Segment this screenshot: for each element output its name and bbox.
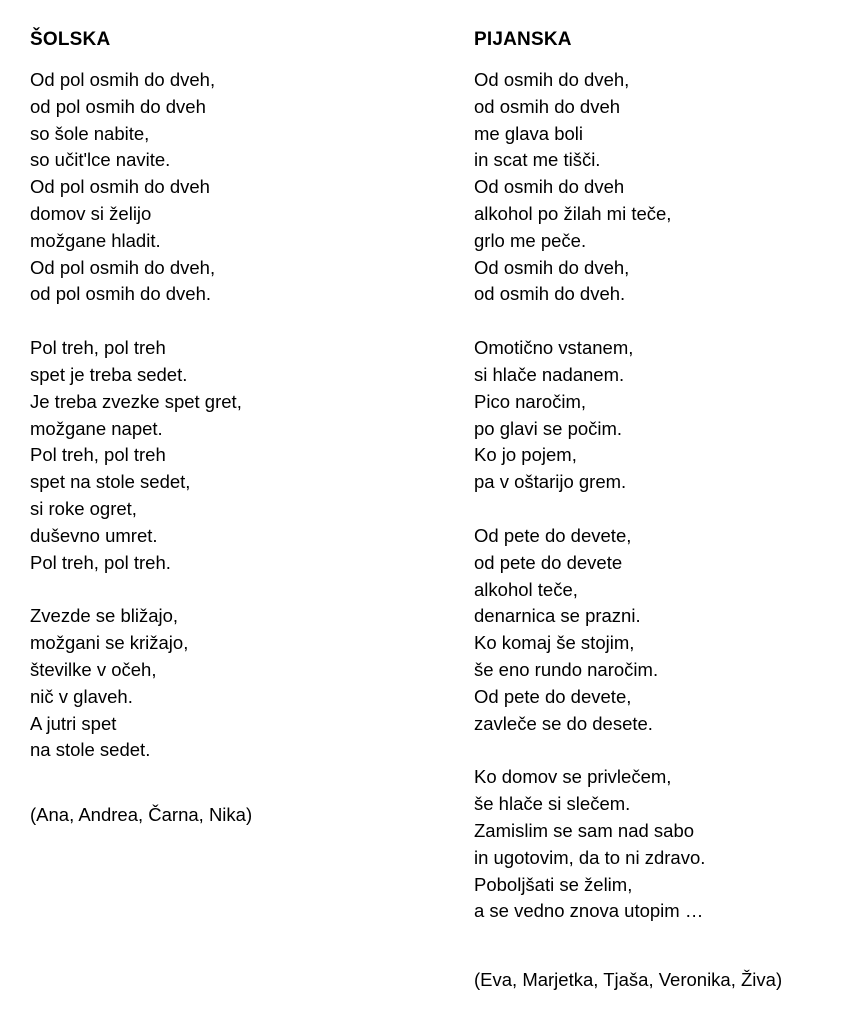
stanza bbox=[30, 603, 430, 764]
poem-line: Od pol osmih do dveh, bbox=[30, 69, 216, 90]
poem-line: na stole sedet. bbox=[30, 739, 151, 761]
poem-line: od pol osmih do dveh. bbox=[30, 283, 212, 305]
poem-title: ŠOLSKA bbox=[30, 29, 111, 50]
poem-line: alkohol po žilah mi teče, bbox=[474, 202, 672, 224]
poem-line: grlo me peče. bbox=[474, 229, 587, 251]
poem-line: si hlače nadanem. bbox=[474, 363, 625, 385]
poem-line: Pol treh, pol treh bbox=[30, 444, 166, 466]
poem-line: nič v glaveh. bbox=[30, 685, 133, 707]
poem-line: od pete do devete bbox=[474, 551, 623, 573]
stanza bbox=[474, 523, 854, 737]
poem-line: me glava boli bbox=[474, 122, 584, 144]
poem-line: so šole nabite, bbox=[30, 122, 150, 144]
poem-line: od osmih do dveh. bbox=[474, 283, 626, 305]
poem-line: duševno umret. bbox=[30, 524, 158, 546]
poem-pijanska bbox=[474, 28, 854, 994]
poem-line: in scat me tišči. bbox=[474, 149, 601, 171]
poem-line: Pol treh, pol treh bbox=[30, 337, 166, 359]
poem-line: so učit'lce navite. bbox=[30, 149, 171, 171]
poem-line: še hlače si slečem. bbox=[474, 793, 631, 815]
poem-solska bbox=[30, 28, 430, 829]
stanza bbox=[30, 335, 430, 576]
poem-line: Omotično vstanem, bbox=[474, 337, 634, 359]
poem-line: spet na stole sedet, bbox=[30, 471, 191, 493]
poem-line: spet je treba sedet. bbox=[30, 363, 188, 385]
poem-line: še eno rundo naročim. bbox=[474, 658, 659, 680]
poem-line: A jutri spet bbox=[30, 712, 117, 734]
poem-title: PIJANSKA bbox=[474, 29, 572, 50]
poem-line: možgani se križajo, bbox=[30, 632, 189, 654]
poem-line: od osmih do dveh bbox=[474, 95, 621, 117]
poem-line: zavleče se do desete. bbox=[474, 712, 653, 734]
poem-line: Od osmih do dveh bbox=[474, 176, 625, 198]
poem-line: Zamislim se sam nad sabo bbox=[474, 819, 695, 841]
poem-body bbox=[474, 67, 854, 925]
stanza bbox=[474, 67, 854, 308]
poem-line: po glavi se počim. bbox=[474, 417, 623, 439]
poem-line: Pico naročim, bbox=[474, 390, 587, 412]
poem-line: možgane hladit. bbox=[30, 229, 161, 251]
poem-line: alkohol teče, bbox=[474, 578, 578, 600]
poem-line: možgane napet. bbox=[30, 417, 163, 439]
poem-line: Od pete do devete, bbox=[474, 685, 632, 707]
poem-line: Od osmih do dveh, bbox=[474, 69, 630, 90]
poem-line: pa v oštarijo grem. bbox=[474, 471, 627, 493]
poem-line: si roke ogret, bbox=[30, 497, 137, 519]
poem-line: Zvezde se bližajo, bbox=[30, 605, 179, 627]
stanza bbox=[474, 335, 854, 496]
poem-line: Je treba zvezke spet gret, bbox=[30, 390, 242, 412]
poem-line: Od osmih do dveh, bbox=[474, 256, 630, 278]
poem-line: Od pol osmih do dveh, bbox=[30, 256, 216, 278]
poem-line: Od pete do devete, bbox=[474, 524, 632, 546]
poem-line: in ugotovim, da to ni zdravo. bbox=[474, 846, 706, 868]
poem-authors: (Eva, Marjetka, Tjaša, Veronika, Živa) bbox=[474, 969, 783, 991]
poem-body bbox=[30, 67, 430, 764]
poem-line: Pol treh, pol treh. bbox=[30, 551, 171, 573]
poem-line: od pol osmih do dveh bbox=[30, 95, 206, 117]
poem-line: Ko domov se privlečem, bbox=[474, 766, 672, 788]
poem-line: številke v očeh, bbox=[30, 658, 157, 680]
poem-line: a se vedno znova utopim … bbox=[474, 900, 704, 922]
poem-line: Poboljšati se želim, bbox=[474, 873, 633, 895]
poem-line: domov si želijo bbox=[30, 202, 152, 224]
poem-line: Ko jo pojem, bbox=[474, 444, 577, 466]
stanza bbox=[30, 67, 430, 308]
poem-line: denarnica se prazni. bbox=[474, 605, 641, 627]
stanza bbox=[474, 764, 854, 925]
poem-line: Od pol osmih do dveh bbox=[30, 176, 210, 198]
poem-line: Ko komaj še stojim, bbox=[474, 632, 635, 654]
poem-authors: (Ana, Andrea, Čarna, Nika) bbox=[30, 804, 253, 826]
